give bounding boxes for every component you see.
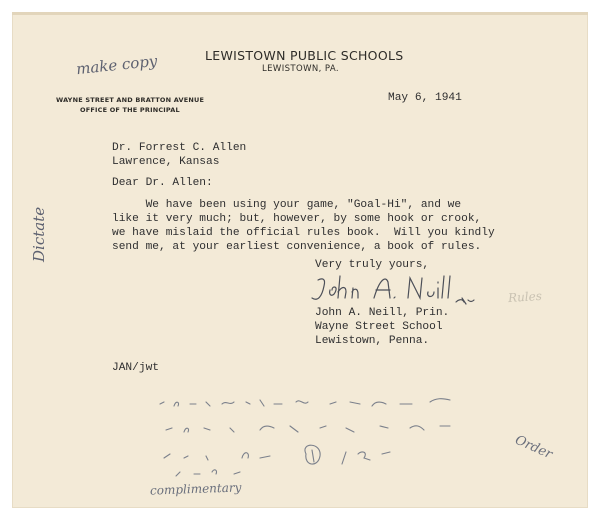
handwritten-right-note: Rules — [507, 288, 543, 306]
letterhead-school-name: LEWISTOWN PUBLIC SCHOOLS — [205, 48, 404, 63]
body-line: like it very much; but, however, by some hook or crook, — [112, 213, 482, 225]
signer-city: Lewistown, Penna. — [315, 335, 430, 347]
handwritten-bottom-note: complimentary — [149, 480, 242, 498]
reference-initials: JAN/jwt — [112, 362, 159, 374]
signer-name: John A. Neill, Prin. — [315, 307, 450, 319]
salutation: Dear Dr. Allen: — [112, 177, 213, 189]
body-line: we have mislaid the official rules book. Will you kindly — [112, 227, 495, 239]
recipient-name: Dr. Forrest C. Allen — [112, 142, 247, 154]
letter-body — [112, 198, 495, 254]
page-top-edge — [12, 12, 588, 15]
recipient-city: Lawrence, Kansas — [112, 156, 220, 168]
signature-block — [315, 306, 449, 348]
body-line: We have been using your game, "Goal-Hi", and we — [112, 199, 462, 211]
pencil-shorthand-notes — [150, 392, 520, 492]
recipient-block — [112, 141, 246, 169]
letterhead-address: WAYNE STREET AND BRATTON AVENUE — [56, 96, 205, 104]
closing: Very truly yours, — [315, 259, 430, 271]
handwritten-bottom-right-note: Order — [512, 432, 555, 463]
letterhead-city: LEWISTOWN, PA. — [262, 64, 340, 74]
body-line: send me, at your earliest convenience, a book of rules. — [112, 241, 482, 253]
handwritten-side-note: Dictate — [30, 206, 48, 262]
handwritten-top-note: make copy — [75, 51, 159, 79]
signer-school: Wayne Street School — [315, 321, 443, 333]
letterhead-office: OFFICE OF THE PRINCIPAL — [80, 106, 180, 114]
handwritten-signature — [308, 272, 483, 310]
letter-date: May 6, 1941 — [388, 92, 462, 104]
